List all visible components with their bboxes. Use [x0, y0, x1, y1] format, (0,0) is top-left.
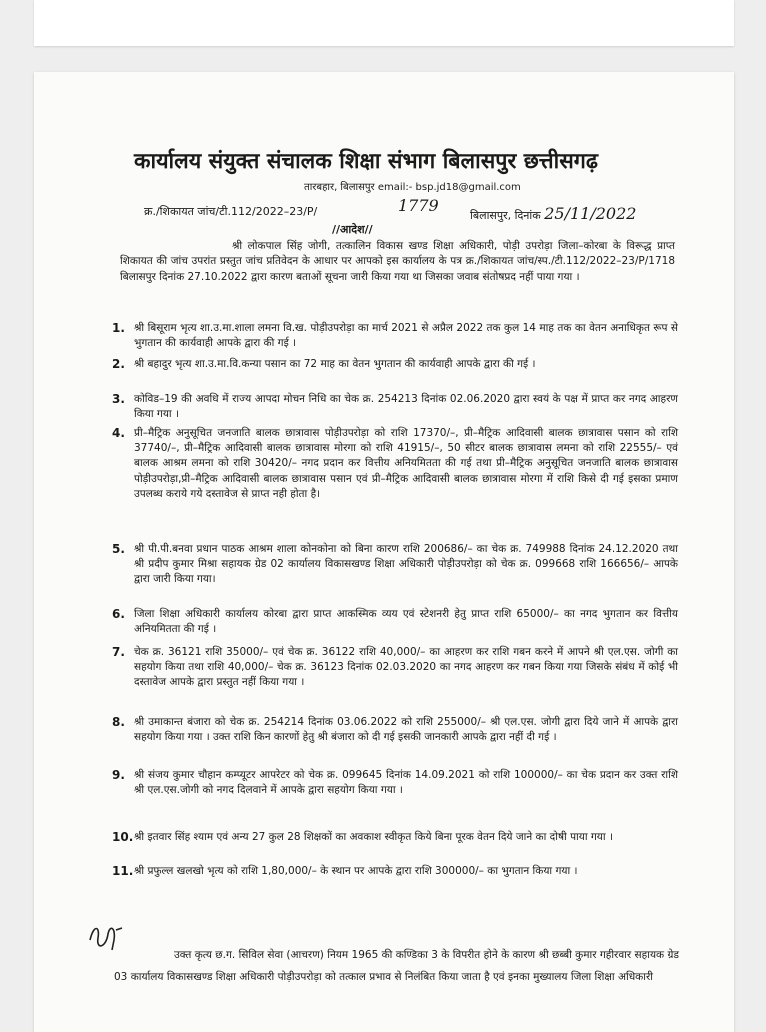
list-item — [112, 357, 678, 372]
list-item-number: 7. — [112, 645, 125, 659]
list-item — [112, 607, 678, 637]
list-item — [112, 392, 678, 422]
list-item-number: 2. — [112, 357, 125, 371]
list-item-number: 5. — [112, 542, 125, 556]
list-item-text: जिला शिक्षा अधिकारी कार्यालय कोरबा द्वारा प्राप्त आकस्मिक व्यय एवं स्टेशनरी हेतु प्राप्त राशि 65000/– का नगद भुगतान कर वित्तीय अनियमितता की गई । — [134, 608, 678, 636]
list-item-text: श्री पी.पी.बनवा प्रधान पाठक आश्रम शाला कोनकोना को बिना कारण राशि 200686/– का चेक क्र. 749988 दिनांक 24.12.2020 तथा श्री प्रदीप कुमार मिश्रा सहायक ग्रेड 02 कार्यालय विकासखण्ड शिक्षा अधिकारी पोड़ीउपरोड़ा को चेक क्र. 099668 राशि 166656/– आपके द्वारा जारी किया गया। — [134, 543, 678, 586]
list-item-text: श्री उमाकान्त बंजारा को चेक क्र. 254214 दिनांक 03.06.2022 को राशि 255000/– श्री एल.एस. जोगी द्वारा दिये जाने में आपके द्वारा सहयोग किया गया । उक्त राशि किन कारणों हेतु श्री बंजारा को दी गई इसकी जानकारी आपके द्वारा नहीं दी गई । — [134, 716, 678, 744]
document-page — [34, 72, 734, 1032]
list-item-number: 1. — [112, 321, 125, 335]
list-item — [112, 645, 678, 691]
list-item — [112, 542, 678, 588]
list-item-text: श्री इतवार सिंह श्याम एवं अन्य 27 कुल 28 शिक्षकों का अवकाश स्वीकृत किये बिना पूरक वेतन दिये जाने का दोषी पाया गया । — [134, 831, 613, 843]
intro-paragraph: श्री लोकपाल सिंह जोगी, तत्कालिन विकास खण्ड शिक्षा अधिकारी, पोड़ी उपरोड़ा जिला–कोरबा के विरूद्ध प्राप्त शिकायत की जांच उपरांत प्रस्तुत जांच प्रतिवेदन के आधार पर आपको इस कार्यालय के पत्र क्र./शिकायत जांच/स्प./टी.112/2022–23/P/1718 बिलासपुर दिनांक 27.10.2022 द्वारा कारण बताओं सूचना जारी किया गया था जिसका जवाब संतोषप्रद नहीं पाया गया । — [120, 240, 675, 283]
list-item-number: 10. — [112, 830, 134, 844]
previous-page-card — [34, 0, 734, 46]
list-item-text: श्री बिसूराम भृत्य शा.उ.मा.शाला लमना वि.ख. पोड़ीउपरोड़ा का मार्च 2021 से अप्रैल 2022 तक कुल 14 माह तक का वेतन अनाधिकृत रूप से भुगतान की कार्यवाही आपके द्वारा की गई । — [134, 322, 678, 350]
list-item-text: श्री प्रफुल्ल खलखो भृत्य को राशि 1,80,000/– के स्थान पर आपके द्वारा राशि 300000/– का भुगतान किया गया । — [134, 865, 578, 877]
office-address: तारबहार, बिलासपुर email:- bsp.jd18@gmail.com — [304, 182, 521, 193]
reference-number: 1779 — [398, 196, 439, 215]
list-item — [112, 768, 678, 798]
closing-paragraph: उक्त कृत्य छ.ग. सिविल सेवा (आचरण) नियम 1965 की कण्डिका 3 के विपरीत होने के कारण श्री छब्बी कुमार गहीरवार सहायक ग्रेड 03 कार्यालय विकासखण्ड शिक्षा अधिकारी पोड़ीउपरोड़ा को तत्काल प्रभाव से निलंबित किया जाता है एवं इनका मुख्यालय जिला शिक्षा अधिकारी — [114, 949, 679, 983]
list-item-number: 4. — [112, 426, 125, 440]
list-item — [112, 715, 678, 745]
list-item — [112, 830, 678, 845]
list-item-text: श्री बहादुर भृत्य शा.उ.मा.वि.कन्या पसान का 72 माह का वेतन भुगतान की कार्यवाही आपके द्वारा की गई । — [134, 358, 536, 370]
list-item — [112, 426, 678, 502]
order-heading: //आदेश// — [332, 223, 373, 236]
list-item — [112, 864, 678, 879]
list-item — [112, 321, 678, 351]
reference-line: क्र./शिकायत जांच/टी.112/2022–23/P/ — [144, 205, 318, 218]
office-title: कार्यालय संयुक्त संचालक शिक्षा संभाग बिलासपुर छत्तीसगढ़ — [134, 149, 598, 174]
list-item-number: 3. — [112, 392, 125, 406]
list-item-text: प्री–मैट्रिक अनुसूचित जनजाति बालक छात्रावास पोड़ीउपरोड़ा को राशि 17370/–, प्री–मैट्रिक आदिवासी बालक छात्रावास पसान को राशि 37740/–, प्री–मैट्रिक आदिवासी बालक छात्रावास मोरगा को राशि 41915/–, 50 सीटर बालक छात्रावास लमना को राशि 22555/– एवं बालक आश्रम लमना को राशि 30420/– नगद प्रदान कर वित्तीय अनियमितता की गई तथा प्री–मैट्रिक अनुसूचित जनजाति बालक छात्रावास पोड़ीउपरोड़ा,प्री–मैट्रिक आदिवासी बालक छात्रावास पसान एवं प्री–मैट्रिक आदिवासी बालक छात्रावास मोरगा में राशि किसे दी गई इसका प्रमाण उपलब्ध कराये गये दस्तावेज से प्राप्त नही होता है। — [134, 427, 678, 500]
list-item-number: 11. — [112, 864, 134, 878]
handwritten-date: 25/11/2022 — [544, 204, 637, 223]
list-item-number: 6. — [112, 607, 125, 621]
list-item-number: 9. — [112, 768, 125, 782]
list-item-number: 8. — [112, 715, 125, 729]
list-item-text: कोविड–19 की अवधि में राज्य आपदा मोचन निधि का चेक क्र. 254213 दिनांक 02.06.2020 द्वारा स्वयं के पक्ष में प्राप्त कर नगद आहरण किया गया । — [134, 393, 678, 421]
list-item-text: श्री संजय कुमार चौहान कम्प्यूटर आपरेटर को चेक क्र. 099645 दिनांक 14.09.2021 को राशि 100000/– का चेक प्रदान कर उक्त राशि श्री एल.एस.जोगी को नगद दिलवाने में आपके द्वारा सहयोग किया गया । — [134, 769, 678, 797]
place-date-label: बिलासपुर, दिनांक — [470, 209, 541, 222]
list-item-text: चेक क्र. 36121 राशि 35000/– एवं चेक क्र. 36122 राशि 40,000/– का आहरण कर राशि गबन करने में आपने श्री एल.एस. जोगी का सहयोग किया तथा राशि 40,000/– चेक क्र. 36123 दिनांक 02.03.2020 का नगद आहरण कर गबन किया गया जिसके संबंध में कोई भी दस्तावेज आपके द्वारा प्रस्तुत नहीं किया गया । — [134, 646, 678, 689]
signature-mark — [86, 920, 126, 956]
place-date — [470, 204, 636, 223]
